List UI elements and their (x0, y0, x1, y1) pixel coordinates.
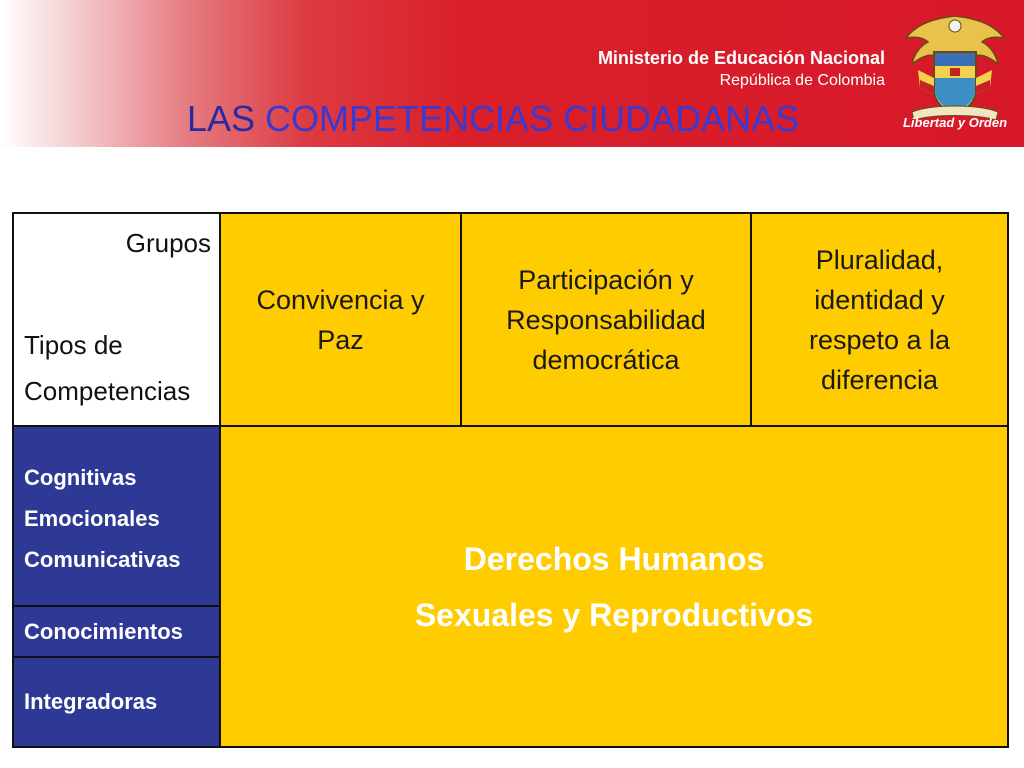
group-header-participacion (462, 214, 752, 427)
row-label-emocionales: Emocionales (24, 506, 160, 531)
row-header-basic-competencies (14, 427, 221, 607)
row-label-integradoras: Integradoras (24, 689, 158, 714)
corner-label-types-line2: Competencias (24, 376, 191, 406)
group-header-label: Convivencia y Paz (256, 284, 425, 355)
row-label-comunicativas: Comunicativas (24, 547, 181, 572)
corner-label-types (24, 322, 214, 414)
corner-label-groups: Grupos (125, 228, 211, 258)
competencies-table (12, 212, 1009, 748)
title-rest: COMPETENCIAS CIUDADANAS (255, 98, 800, 139)
body-line-1: Derechos Humanos (463, 540, 765, 577)
title-word-1: LAS (187, 98, 256, 139)
ministry-name: Ministerio de Educación Nacional (597, 48, 885, 68)
group-header-label: Pluralidad, identidad y respeto a la diferencia (808, 244, 951, 395)
group-header-convivencia (221, 214, 462, 427)
corner-label-types-line1: Tipos de (24, 330, 123, 360)
body-line-2: Sexuales y Reproductivos (414, 596, 814, 633)
row-label-cognitivas: Cognitivas (24, 465, 137, 490)
row-header-conocimientos (14, 607, 221, 658)
corner-header-cell (14, 214, 221, 427)
row-header-integradoras (14, 658, 221, 746)
country-name: República de Colombia (719, 72, 885, 89)
motto-text: Libertad y Orden (902, 115, 1008, 130)
group-header-label: Participación y Responsabilidad democrática (506, 264, 706, 375)
group-header-pluralidad (752, 214, 1007, 427)
row-label-conocimientos: Conocimientos (24, 618, 183, 644)
table-body-cell (221, 427, 1007, 746)
ministry-block (598, 46, 885, 92)
slide-title (187, 97, 799, 141)
